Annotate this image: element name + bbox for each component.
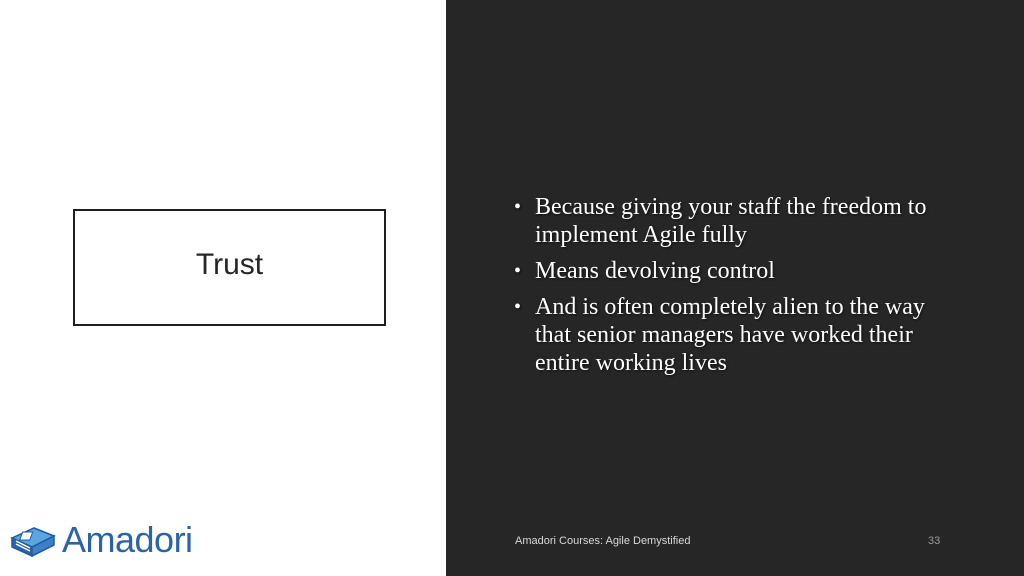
amadori-logo — [8, 518, 193, 562]
page-number: 33 — [928, 535, 941, 547]
bullet-list — [514, 193, 964, 385]
bullet-item — [514, 293, 964, 377]
bullet-dot: • — [514, 196, 522, 218]
logo-wordmark: Amadori — [62, 519, 193, 560]
slide-title: Trust — [195, 247, 264, 281]
bullet-text: Means devolving control — [535, 258, 775, 284]
book-stack-icon — [8, 520, 56, 560]
bullet-item — [514, 193, 964, 249]
bullet-dot: • — [514, 260, 522, 282]
title-box — [73, 209, 386, 326]
bullet-item — [514, 257, 964, 285]
slide-footer: Amadori Courses: Agile Demystified — [515, 535, 691, 547]
bullet-text: And is often completely alien to the way that senior managers have worked their entire working lives — [535, 294, 925, 376]
bullet-text: Because giving your staff the freedom to implement Agile fully — [535, 194, 927, 248]
bullet-dot: • — [514, 296, 522, 318]
